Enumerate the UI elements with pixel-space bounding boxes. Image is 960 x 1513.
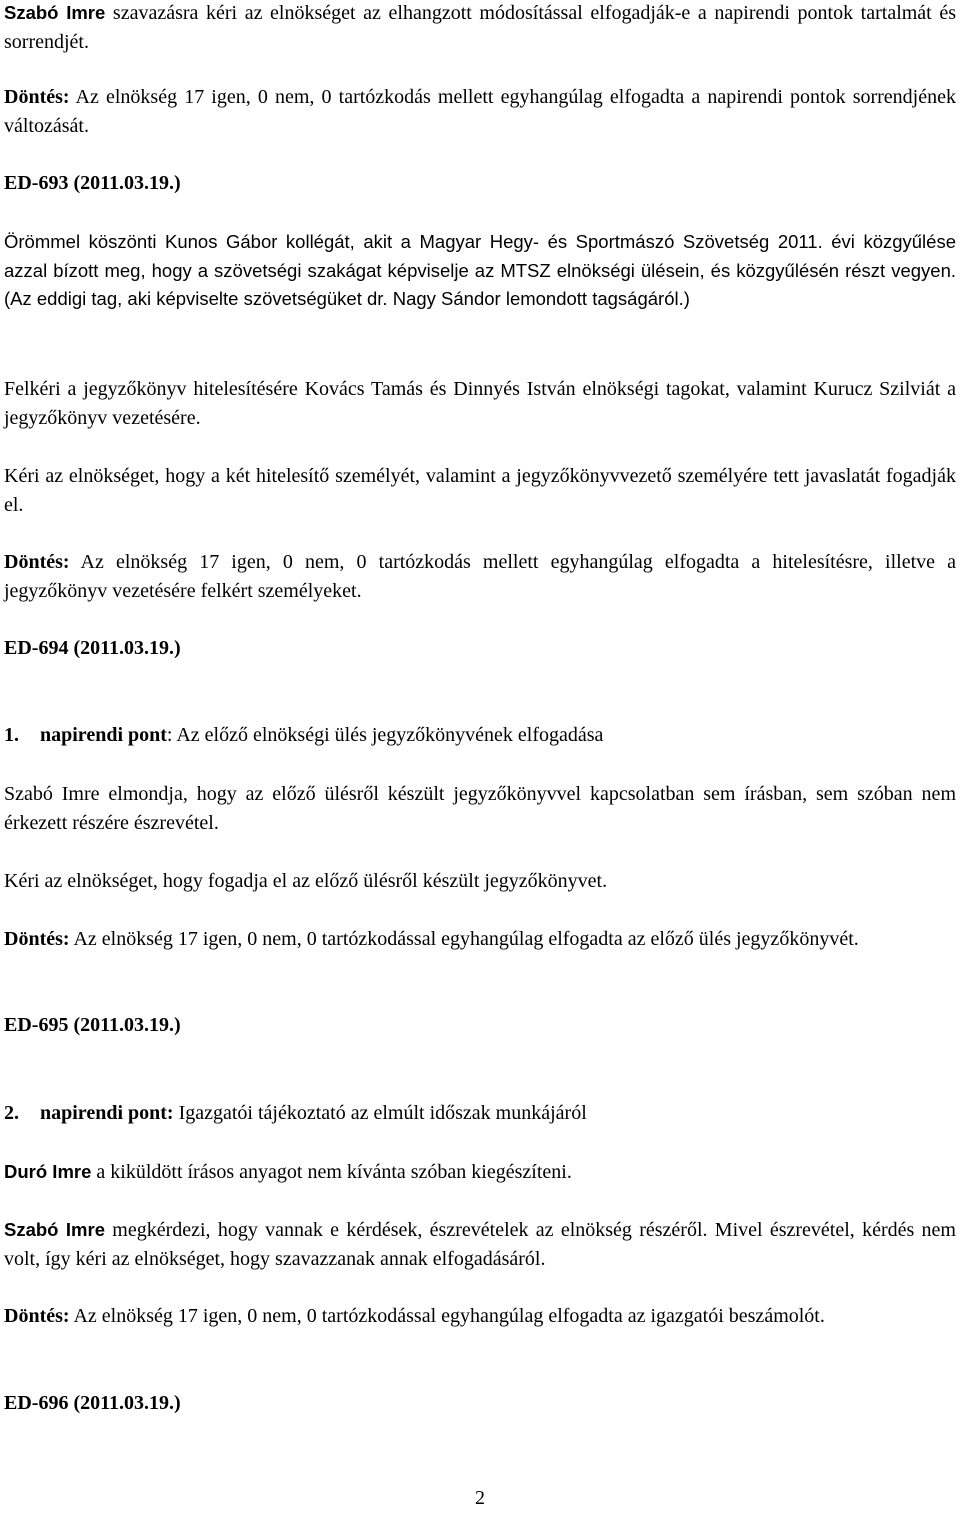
agenda1-paragraph: Szabó Imre elmondja, hogy az előző ülésről készült jegyzőkönyvvel kapcsolatban sem írásban, sem szóban nem érkezett részére észrevétel. bbox=[4, 783, 956, 834]
decision-text: Az elnökség 17 igen, 0 nem, 0 tartózkodás mellett egyhangúlag elfogadta a hitelesítésre, illetve a jegyzőkönyv vezetésére felkért személyeket. bbox=[4, 551, 956, 602]
agenda-title: : Az előző elnökségi ülés jegyzőkönyvének elfogadása bbox=[166, 724, 604, 746]
agenda1-request-paragraph: Kéri az elnökséget, hogy fogadja el az előző ülésről készült jegyzőkönyvet. bbox=[4, 870, 608, 892]
request-authenticators-paragraph: Felkéri a jegyzőkönyv hitelesítésére Kovács Tamás és Dinnyés István elnökségi tagokat, valamint Kurucz Szilviát a jegyzőkönyv vezetésére. bbox=[4, 378, 956, 429]
decision-text: Az elnökség 17 igen, 0 nem, 0 tartózkodással egyhangúlag elfogadta az igazgatói beszámolót. bbox=[69, 1305, 825, 1327]
decision-paragraph bbox=[4, 925, 956, 954]
decision-label: Döntés: bbox=[4, 1305, 70, 1327]
resolution-number: ED-695 (2011.03.19.) bbox=[4, 1014, 181, 1036]
page-number: 2 bbox=[475, 1487, 485, 1509]
decision-label: Döntés: bbox=[4, 86, 70, 108]
decision-paragraph bbox=[4, 83, 956, 141]
welcome-paragraph bbox=[4, 228, 956, 314]
agenda-number: 1. bbox=[4, 724, 19, 746]
decision-text: Az elnökség 17 igen, 0 nem, 0 tartózkodással egyhangúlag elfogadta az előző ülés jegyzőkönyvét. bbox=[69, 928, 859, 950]
intro-paragraph bbox=[4, 0, 956, 57]
resolution-number: ED-693 (2011.03.19.) bbox=[4, 172, 181, 194]
decision-label: Döntés: bbox=[4, 551, 70, 573]
speaker-name: Szabó Imre bbox=[4, 1219, 105, 1240]
agenda-label: napirendi pont bbox=[40, 724, 167, 746]
agenda2-question-text: megkérdezi, hogy vannak e kérdések, észrevételek az elnökség részéről. Mivel észrevétel, kérdés nem volt, így kéri az elnökséget, hogy szavazzanak annak elfogadásáról. bbox=[4, 1219, 956, 1270]
agenda2-text: a kiküldött írásos anyagot nem kívánta szóban kiegészíteni. bbox=[91, 1161, 572, 1183]
agenda2-question-paragraph bbox=[4, 1215, 956, 1274]
welcome-note: (Az eddigi tag, aki képviselte szövetségüket dr. Nagy Sándor lemondott tagságáról.) bbox=[4, 288, 690, 309]
resolution-number: ED-694 (2011.03.19.) bbox=[4, 637, 181, 659]
agenda2-paragraph bbox=[4, 1157, 956, 1187]
intro-text: szavazásra kéri az elnökséget az elhangzott módosítással elfogadják-e a napirendi pontok tartalmát és sorrendjét. bbox=[4, 2, 957, 53]
decision-paragraph bbox=[4, 1302, 956, 1331]
decision-text: Az elnökség 17 igen, 0 nem, 0 tartózkodás mellett egyhangúlag elfogadta a napirendi pontok sorrendjének változását. bbox=[4, 86, 956, 137]
agenda-heading bbox=[4, 1099, 956, 1128]
decision-label: Döntés: bbox=[4, 928, 70, 950]
resolution-number: ED-696 (2011.03.19.) bbox=[4, 1392, 181, 1414]
welcome-text: Örömmel köszönti Kunos Gábor kollégát, akit a Magyar Hegy- és Sportmászó Szövetség 2011. évi közgyűlése azzal bízott meg, hogy a szövetségi szakágat képviselje az MTSZ elnökségi ülésein, és közgyűlésén részt vegyen. bbox=[4, 231, 956, 281]
speaker-name: Szabó Imre bbox=[4, 2, 106, 23]
agenda-heading bbox=[4, 721, 956, 750]
agenda-label: napirendi pont: bbox=[40, 1102, 174, 1124]
agenda-title: Igazgatói tájékoztató az elmúlt időszak munkájáról bbox=[173, 1102, 587, 1124]
speaker-name: Duró Imre bbox=[4, 1161, 92, 1182]
agenda-number: 2. bbox=[4, 1102, 19, 1124]
request-approval-paragraph: Kéri az elnökséget, hogy a két hitelesítő személyét, valamint a jegyzőkönyvvezető személyére tett javaslatát fogadják el. bbox=[4, 465, 956, 516]
decision-paragraph bbox=[4, 548, 956, 606]
